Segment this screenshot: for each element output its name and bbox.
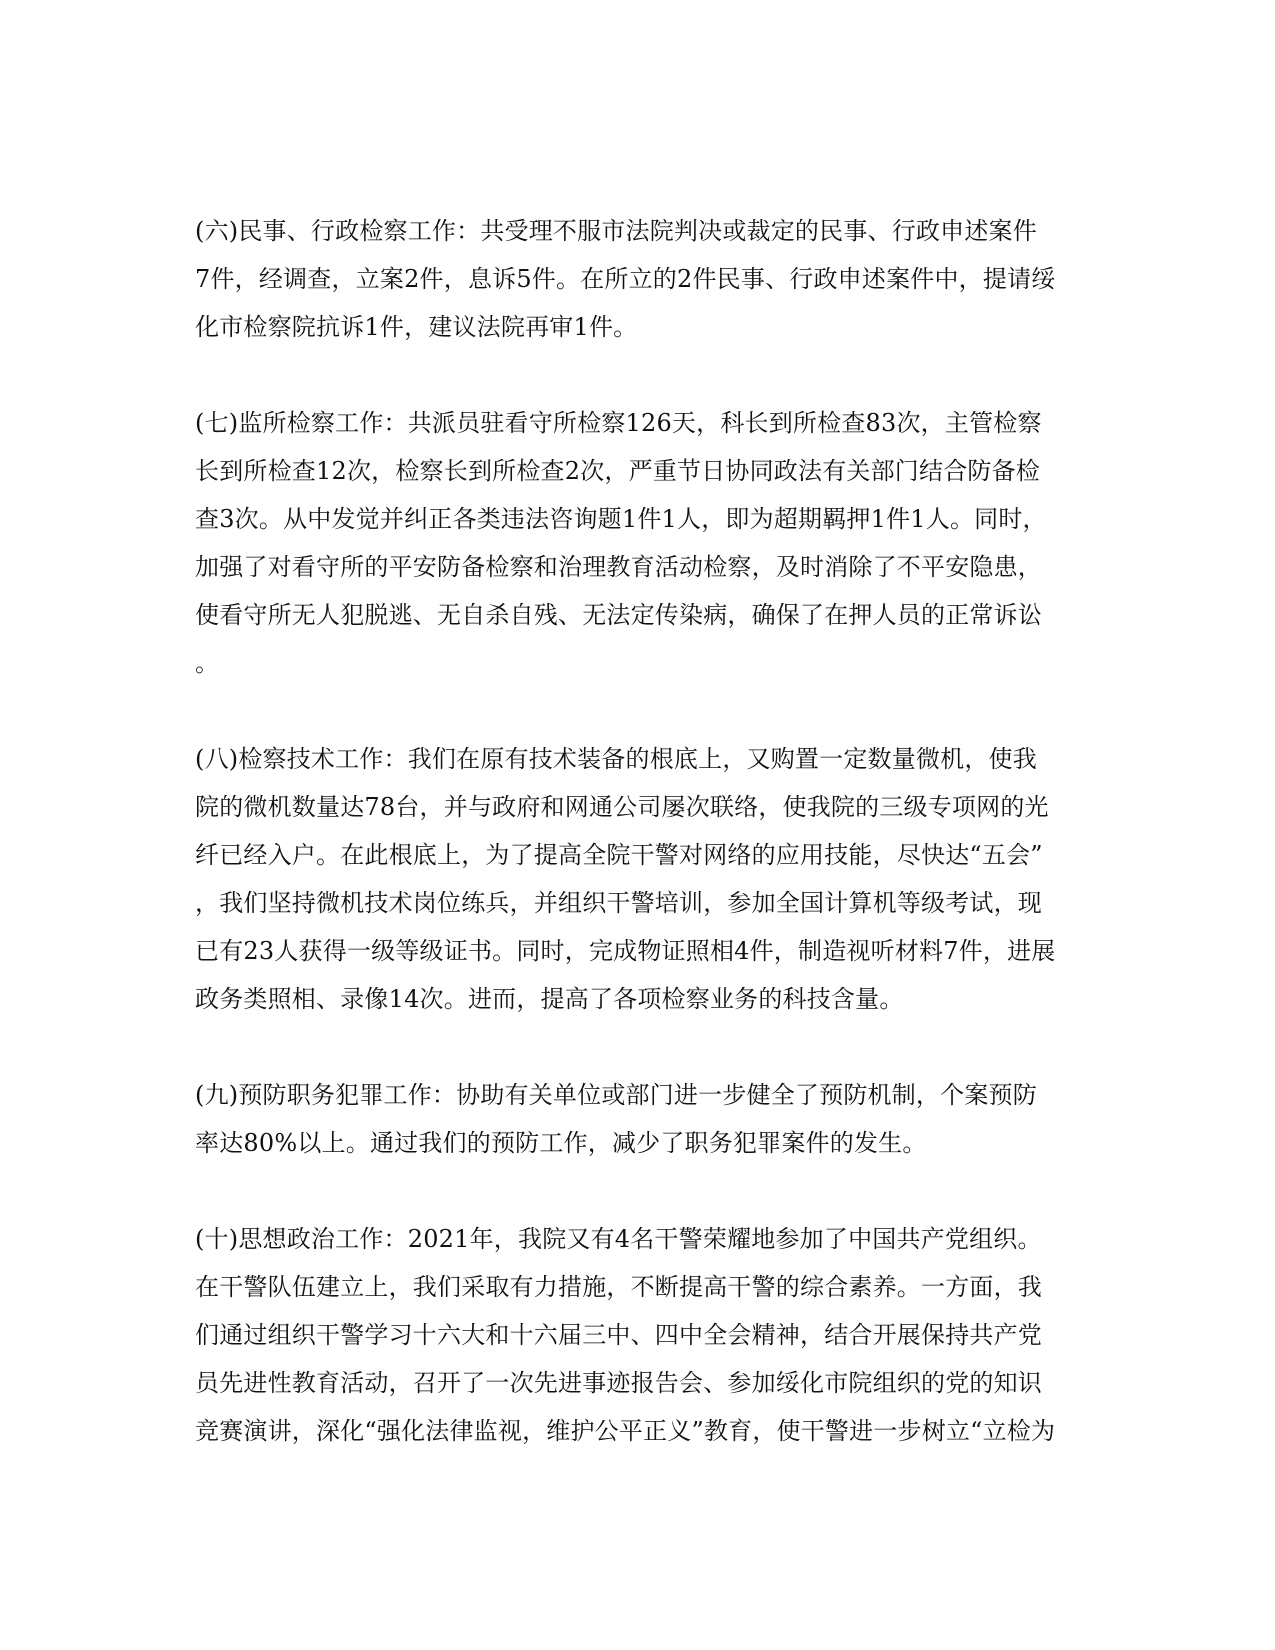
paragraph-political-work: (十)思想政治工作：2021年，我院又有4名干警荣耀地参加了中国共产党组织。 在干警队伍建立上，我们采取有力措施，不断提高干警的综合素养。一方面，我 们通过组织干警学习十六大和十六届三中、四中全会精神，结合开展保持共产党 员先进性教育活动，召开了一次先进事迹报告会、参加绥化市院组织的党的知识 竞赛演讲，深化“强化法律监视，维护公平正义”教育，使干警进一步树立“立检为 bbox=[195, 1225, 1056, 1445]
document-body bbox=[195, 207, 1080, 1455]
paragraph-detention-supervision: (七)监所检察工作：共派员驻看守所检察126天，科长到所检查83次，主管检察 长到所检查12次，检察长到所检查2次，严重节日协同政法有关部门结合防备检 查3次。从中发觉并纠正各类违法咨询题1件1人，即为超期羁押1件1人。同时， 加强了对看守所的平安防备检察和治理教育活动检察，及时消除了不平安隐患， 使看守所无人犯脱逃、无自杀自残、无法定传染病，确保了在押人员的正常诉讼 。 bbox=[195, 409, 1047, 677]
paragraph-crime-prevention: (九)预防职务犯罪工作：协助有关单位或部门进一步健全了预防机制，个案预防 率达80%以上。通过我们的预防工作，减少了职务犯罪案件的发生。 bbox=[195, 1081, 1037, 1157]
paragraph-civil-administrative-procuratorate: (六)民事、行政检察工作：共受理不服市法院判决或裁定的民事、行政申述案件 7件，经调查，立案2件，息诉5件。在所立的2件民事、行政申述案件中，提请绥 化市检察院抗诉1件，建议法院再审1件。 bbox=[195, 217, 1056, 341]
paragraph-procuratorial-technology: (八)检察技术工作：我们在原有技术装备的根底上，又购置一定数量微机，使我 院的微机数量达78台，并与政府和网通公司屡次联络，使我院的三级专项网的光 纤已经入户。在此根底上，为了提高全院干警对网络的应用技能，尽快达“五会” ，我们坚持微机技术岗位练兵，并组织干警培训，参加全国计算机等级考试，现 已有23人获得一级等级证书。同时，完成物证照相4件，制造视听材料7件，进展 政务类照相、录像14次。进而，提高了各项检察业务的科技含量。 bbox=[195, 745, 1056, 1013]
